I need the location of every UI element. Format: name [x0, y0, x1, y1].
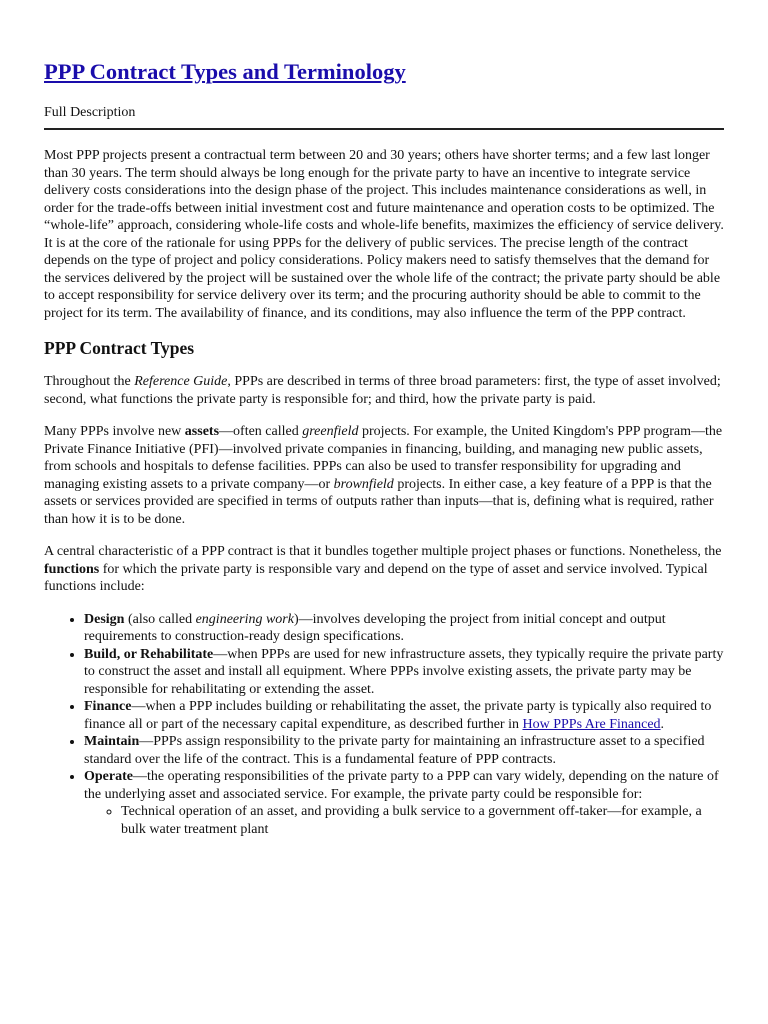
text-run: A central characteristic of a PPP contract is that it bundles together multiple project phases or functions. Nonetheless, the — [44, 544, 722, 559]
operate-term: Operate — [84, 769, 133, 784]
functions-paragraph — [44, 543, 727, 596]
text-run: projects. For example, the United Kingdom's PPP program—the Private Finance Initiative (PFI)—involved private companies in financing, building, and managing new public assets, from schools and hospitals to defense facilities. PPPs can also be used to transfer responsibility for upgrading and managing existing assets to a private company—or — [44, 424, 723, 492]
how-ppps-are-financed-link[interactable]: How PPPs Are Financed — [522, 716, 661, 732]
divider — [44, 128, 724, 130]
text-run: —when a PPP includes building or rehabilitating the asset, the private party is typically also required to finance all or part of the necessary capital expenditure, as described further in — [84, 699, 712, 732]
text-run: projects. In either case, a key feature of a PPP is that the assets or services provided are specified in terms of outputs rather than inputs—that is, defining what is required, rather than how it is to be done. — [44, 476, 714, 527]
text-run: . — [660, 716, 665, 732]
reference-guide-italic: Reference Guide — [134, 374, 228, 389]
intro-paragraph: Most PPP projects present a contractual term between 20 and 30 years; others have shorter terms; and a few last longer than 30 years. The term should always be long enough for the private party to have an incentive to integrate service delivery costs considerations into the design phase of the project. This includes maintenance considerations as well, in order for the trade-offs between initial investment cost and future maintenance and operation costs to be optimized. The “whole-life” approach, considering whole-life costs and whole-life benefits, maximizes the efficiency of service delivery. It is at the core of the rationale for using PPPs for the delivery of public services. The precise length of the contract depends on the type of project and policy considerations. Policy makers need to satisfy themselves that the demand for the services delivered by the project will be sustained over the whole life of the contract; the private party should be able to accept responsibility for service delivery over its term; and the procuring authority should be able to commit to the project for its term. The availability of finance, and its conditions, may also influence the term of the PPP contract. — [44, 148, 724, 321]
text-run: —the operating responsibilities of the private party to a PPP can vary widely, depending on the nature of the underlying asset and associated service. For example, the private party could be responsible for: — [84, 769, 719, 802]
section-heading: PPP Contract Types — [44, 338, 195, 358]
parameters-paragraph — [44, 373, 727, 408]
operate-sub-list — [84, 803, 727, 838]
text-run: for which the private party is responsible vary and depend on the type of asset and service involved. Typical functions include: — [44, 561, 708, 594]
assets-bold: assets — [184, 424, 220, 439]
text-run: , PPPs are described in terms of three broad parameters: first, the type of asset involved; second, what functions the private party is responsible for; and third, how the private party is paid. — [44, 374, 721, 407]
page-title-link[interactable]: PPP Contract Types and Terminology — [44, 59, 406, 84]
design-term: Design — [84, 611, 125, 627]
subtitle: Full Description — [44, 105, 136, 120]
document-body — [44, 147, 727, 838]
text-run: Many PPPs involve new — [44, 424, 185, 439]
text-run: —often called — [219, 424, 303, 439]
finance-term: Finance — [84, 699, 132, 714]
list-item-operate — [84, 768, 727, 838]
text-run: —when PPPs are used for new infrastructure assets, they typically require the private party to construct the asset and install all equipment. Where PPPs involve existing assets, the private party may be responsible for rehabilitating or extending the asset. — [84, 646, 724, 697]
text-run: )—involves developing the project from initial concept and output requirements to construction-ready design specifications. — [84, 611, 666, 644]
build-term: Build, or Rehabilitate — [84, 646, 214, 662]
engineering-work-italic: engineering work — [195, 611, 294, 627]
assets-paragraph — [44, 423, 727, 528]
text-run: (also called — [124, 611, 196, 627]
greenfield-italic: greenfield — [302, 424, 359, 439]
text-run: —PPPs assign responsibility to the private party for maintaining an infrastructure asset to a specified standard over the life of the contract. This is a fundamental feature of PPP contracts. — [84, 734, 705, 767]
functions-bold: functions — [44, 561, 100, 577]
list-item-maintain — [84, 733, 727, 768]
list-item-design — [84, 611, 727, 646]
list-item-finance — [84, 698, 727, 733]
list-item-technical-operation: ◦ Technical operation of an asset, and providing a bulk service to a government off-taker—for example, a bulk water treatment plant — [121, 803, 727, 838]
text-run: Throughout the — [44, 374, 135, 389]
functions-list — [44, 611, 727, 839]
brownfield-italic: brownfield — [333, 476, 394, 492]
maintain-term: Maintain — [84, 734, 140, 749]
list-item-build — [84, 646, 727, 699]
